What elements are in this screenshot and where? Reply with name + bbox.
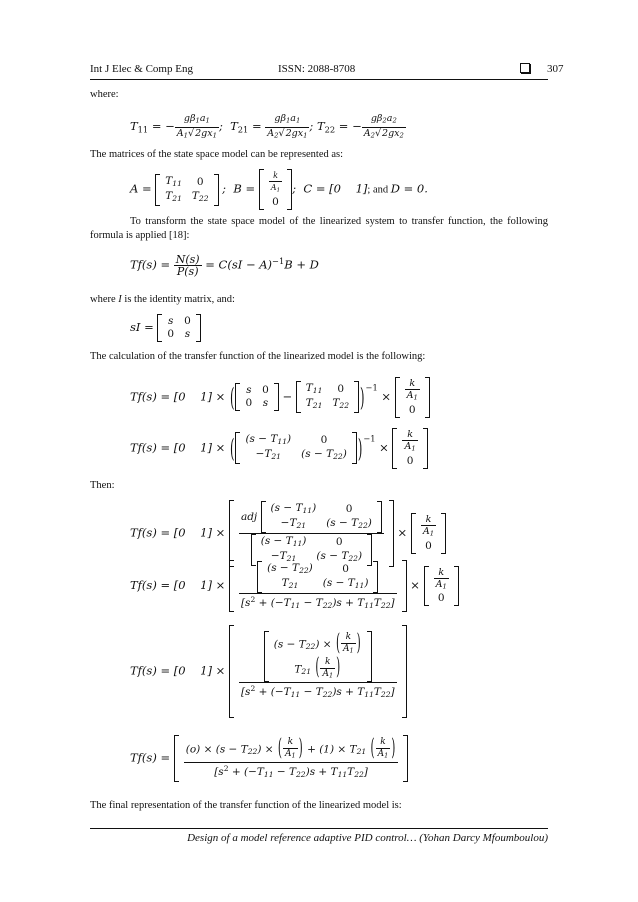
equation-tf-step2: Tf(s) = [0 1] × ( $(s - T_{11})$ 0 $-T_{21}$ $(s - T_{22})$ )$^{-1}$ × $\frac{k}{A_1}$ 0 [130, 428, 428, 469]
matrices-intro: The matrices of the state space model can be represented as: [90, 149, 344, 160]
where-label: where: [90, 89, 119, 100]
equation-t-definitions: $T_{11}$ = − $\frac{g\beta_1a_1}{A_1√2gx_1}$ ; $T_{21}$ = $\frac{g\beta_1a_1}{A_2√2gx_1}$ ; $T_{22}$ = − $\frac{g\beta_2a_2}{A_2√2gx_2}$ [130, 113, 404, 140]
header-rule [90, 79, 548, 80]
final-intro: The final representation of the transfer function of the linearized model is: [90, 800, 402, 811]
journal-name: Int J Elec & Comp Eng [90, 63, 193, 75]
equation-transfer-function: Tf(s) = $\frac{N(s)}{P(s)}$ = C(sI − A)$^{-1}$B + D [130, 253, 319, 278]
transform-paragraph: To transform the state space model of the linearized system to transfer function, the following formula is applied [18]: [90, 216, 548, 241]
calc-intro: The calculation of the transfer function of the linearized model is the following: [90, 351, 426, 362]
equation-tf-step6: Tf(s) = $(o) \times (s - T_{22})$ × ( $\frac{k}{A_1}$ ) + $(1) \times T_{21}$ ( $\frac{k}{A_1}$ ) $[s^2 + (-T_{11} - T_{22})s + T_{11}T_{22}]$ [130, 735, 408, 782]
identity-var: I [118, 294, 122, 305]
equation-tf-adj: Tf(s) = [0 1] × adj $(s - T_{11})$ 0 $-T_{21}$ $(s - T_{22})$ $(s - T_{11})$ 0 $-T_{21}$ $(s - T_{22})$ × $\frac{k}{A_1}$ 0 [130, 500, 446, 567]
issn: ISSN: 2088-8708 [278, 63, 356, 75]
footer-text: Design of a model reference adaptive PID control… (Yohan Darcy Mfoumboulou) [187, 832, 548, 844]
identity-prefix: where [90, 294, 119, 305]
identity-suffix: is the identity matrix, and: [121, 294, 235, 305]
equation-si-matrix: sI = s 0 0 s [130, 314, 201, 342]
checkbox-icon [520, 63, 530, 75]
equation-tf-step4: Tf(s) = [0 1] × $(s - T_{22})$ 0 $T_{21}$ $(s - T_{11})$ $[s^2 + (-T_{11} - T_{22})s + T_{11}T_{22}]$ × $\frac{k}{A_1}$ 0 [130, 560, 459, 612]
then-label: Then: [90, 480, 115, 491]
equation-state-matrices: A = $T_{11}$ 0 $T_{21}$ $T_{22}$ ; B = $\frac{k}{A_1}$ 0 ; C = [0 1]; and D = 0. [130, 171, 428, 209]
footer-rule [90, 828, 548, 829]
equation-tf-step5: Tf(s) = [0 1] × $(s - T_{22})$ × ( $\frac{k}{A_1}$ ) $T_{21}$ ( $\frac{k}{A_1}$ ) $[s^2 + (-T_{11} - T_{22})s + T_{11}T_{22}]$ [130, 625, 407, 718]
page-number: 307 [547, 63, 564, 75]
equation-tf-step1: Tf(s) = [0 1] × ( s 0 0 s − $T_{11}$ 0 $T_{21}$ $T_{22}$ )$^{-1}$ × $\frac{k}{A_1}$ 0 [130, 377, 430, 418]
and-text: and [372, 184, 389, 196]
identity-line [90, 293, 235, 307]
